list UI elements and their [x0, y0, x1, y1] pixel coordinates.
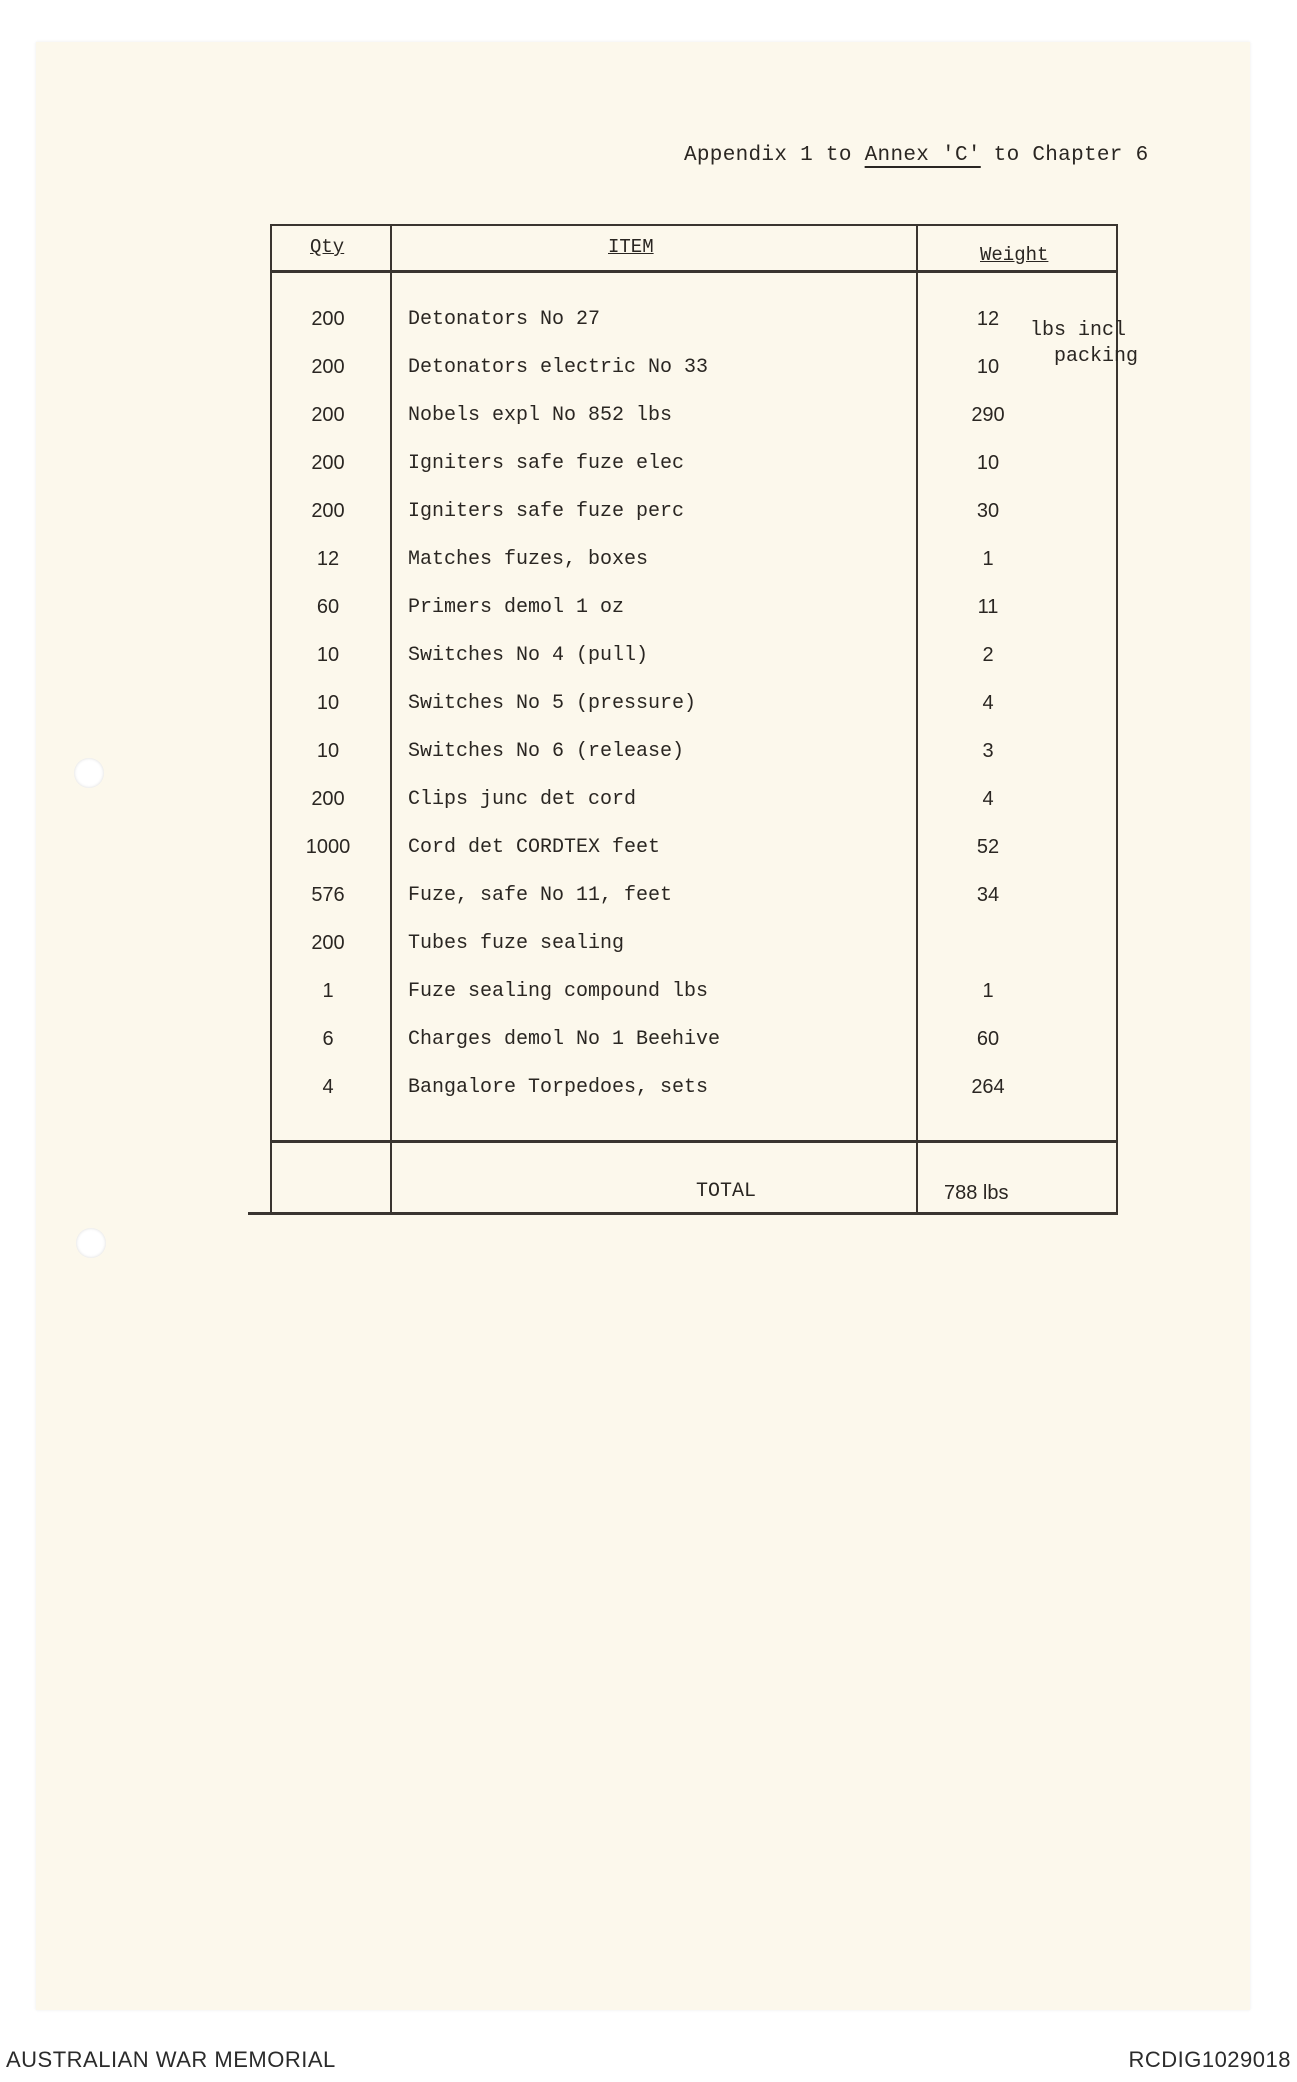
table-row	[268, 836, 1120, 876]
weight-cell: 11	[977, 596, 999, 618]
item-cell: Fuze, safe No 11, feet	[408, 884, 673, 907]
table-row	[268, 1028, 1120, 1068]
heading-annex: Annex 'C'	[864, 144, 981, 167]
item-cell: Primers demol 1 oz	[408, 596, 625, 619]
weight-cell: 2	[982, 644, 994, 666]
total-label: TOTAL	[696, 1180, 757, 1203]
item-cell: Igniters safe fuze elec	[408, 452, 685, 475]
weight-cell: 10	[976, 452, 1000, 474]
weight-cell: 12	[976, 308, 1000, 330]
weight-cell: 34	[976, 884, 1000, 906]
qty-cell: 1000	[305, 836, 351, 858]
table-row	[268, 500, 1120, 540]
total-value: 788 lbs	[944, 1182, 1009, 1204]
table-row	[268, 644, 1120, 684]
qty-cell: 200	[311, 356, 345, 378]
header-qty: Qty	[310, 236, 345, 258]
table-row	[268, 740, 1120, 780]
page-heading	[684, 144, 1149, 167]
qty-cell: 10	[316, 644, 340, 666]
table-header-rule	[270, 270, 1118, 273]
item-cell: Igniters safe fuze perc	[408, 500, 685, 523]
weight-note: lbs incl packing	[1030, 319, 1139, 368]
table-row	[268, 548, 1120, 588]
table-row	[268, 356, 1120, 396]
qty-cell: 576	[311, 884, 345, 906]
header-item: ITEM	[608, 236, 654, 258]
weight-cell: 3	[982, 740, 994, 762]
item-cell: Detonators No 27	[408, 308, 601, 331]
table-row	[268, 308, 1120, 348]
archive-id: RCDIG1029018	[1128, 2047, 1291, 2072]
qty-cell: 200	[311, 452, 345, 474]
table-top-border	[270, 224, 1118, 226]
qty-cell: 60	[316, 596, 340, 618]
weight-cell: 1	[982, 548, 994, 570]
table-bottom-border	[248, 1212, 1118, 1215]
qty-cell: 1	[322, 980, 334, 1002]
item-cell: Cord det CORDTEX feet	[408, 836, 661, 859]
weight-cell: 4	[982, 788, 994, 810]
weight-cell: 1	[982, 980, 994, 1002]
header-weight: Weight	[980, 244, 1049, 266]
archive-credit: AUSTRALIAN WAR MEMORIAL	[6, 2047, 336, 2072]
weight-cell: 52	[976, 836, 1000, 858]
table-total-rule	[270, 1140, 1118, 1143]
weight-cell: 30	[976, 500, 1000, 522]
weight-cell: 264	[971, 1076, 1005, 1098]
item-cell: Fuze sealing compound lbs	[408, 980, 709, 1003]
qty-cell: 200	[311, 308, 345, 330]
table-row	[268, 692, 1120, 732]
table-row	[268, 980, 1120, 1020]
heading-prefix: Appendix 1 to	[684, 144, 865, 167]
item-cell: Matches fuzes, boxes	[408, 548, 649, 571]
item-cell: Detonators electric No 33	[408, 356, 709, 379]
item-cell: Bangalore Torpedoes, sets	[408, 1076, 709, 1099]
qty-cell: 4	[322, 1076, 334, 1098]
weight-cell: 10	[976, 356, 1000, 378]
item-cell: Charges demol No 1 Beehive	[408, 1028, 721, 1051]
table-row	[268, 404, 1120, 444]
punch-hole-lower	[76, 1228, 106, 1258]
item-cell: Switches No 5 (pressure)	[408, 692, 697, 715]
qty-cell: 10	[316, 740, 340, 762]
item-cell: Clips junc det cord	[408, 788, 637, 811]
item-cell: Switches No 6 (release)	[408, 740, 685, 763]
table-row	[268, 452, 1120, 492]
stores-table	[268, 224, 1120, 1212]
weight-cell: 290	[971, 404, 1005, 426]
qty-cell: 6	[322, 1028, 334, 1050]
table-row	[268, 788, 1120, 828]
table-row	[268, 932, 1120, 972]
table-row	[268, 1076, 1120, 1116]
qty-cell: 200	[311, 932, 345, 954]
punch-hole-upper	[74, 758, 104, 788]
weight-cell: 60	[976, 1028, 1000, 1050]
item-cell: Switches No 4 (pull)	[408, 644, 649, 667]
item-cell: Tubes fuze sealing	[408, 932, 625, 955]
table-row	[268, 596, 1120, 636]
qty-cell: 10	[316, 692, 340, 714]
qty-cell: 12	[316, 548, 340, 570]
item-cell: Nobels expl No 852 lbs	[408, 404, 673, 427]
heading-suffix: to Chapter 6	[980, 144, 1149, 167]
qty-cell: 200	[311, 404, 345, 426]
qty-cell: 200	[311, 500, 345, 522]
table-row	[268, 884, 1120, 924]
weight-cell: 4	[982, 692, 994, 714]
qty-cell: 200	[311, 788, 345, 810]
